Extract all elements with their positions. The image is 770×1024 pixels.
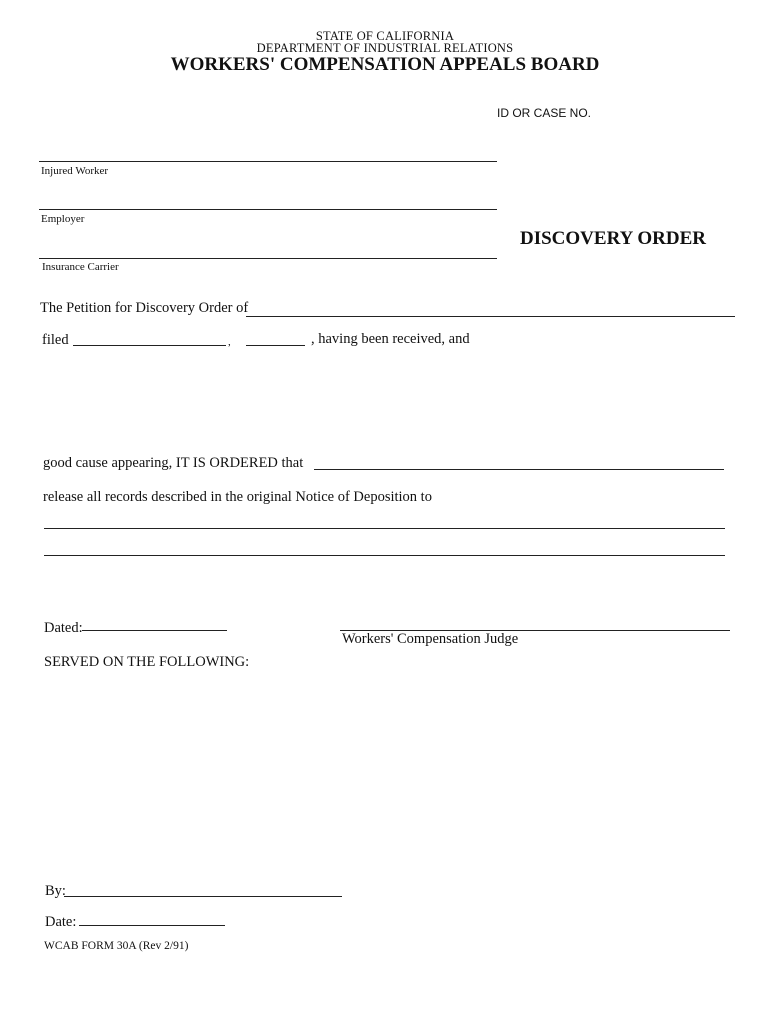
filed-year-line <box>246 345 305 346</box>
received-text: , having been received, and <box>311 331 470 347</box>
date-label: Date: <box>45 914 77 930</box>
insurance-carrier-line <box>39 258 497 259</box>
dated-label: Dated: <box>44 620 83 636</box>
release-field-1[interactable] <box>44 511 725 527</box>
petition-label: The Petition for Discovery Order of <box>40 300 249 316</box>
served-label: SERVED ON THE FOLLOWING: <box>44 654 250 670</box>
dated-field[interactable] <box>82 614 227 630</box>
by-field[interactable] <box>64 880 342 896</box>
by-line <box>64 896 342 897</box>
by-label: By: <box>45 883 66 899</box>
date-field[interactable] <box>79 909 225 925</box>
state-heading: STATE OF CALIFORNIA <box>315 29 455 43</box>
release-line-2 <box>44 555 725 556</box>
order-line <box>314 469 724 470</box>
employer-label: Employer <box>41 213 85 225</box>
filed-year-field[interactable] <box>246 329 305 345</box>
petition-field[interactable] <box>246 299 735 315</box>
form-title: DISCOVERY ORDER <box>520 228 707 249</box>
order-field[interactable] <box>314 452 724 468</box>
insurance-carrier-field[interactable] <box>39 241 497 257</box>
petition-line <box>246 316 735 317</box>
judge-label: Workers' Compensation Judge <box>342 631 519 647</box>
filed-comma: , <box>228 336 231 348</box>
department-heading: DEPARTMENT OF INDUSTRIAL RELATIONS <box>256 41 514 55</box>
injured-worker-label: Injured Worker <box>41 165 109 177</box>
date-line <box>79 925 225 926</box>
employer-field[interactable] <box>39 192 497 208</box>
release-line-1 <box>44 528 725 529</box>
injured-worker-field[interactable] <box>39 144 497 160</box>
release-text: release all records described in the original Notice of Deposition to <box>43 489 432 505</box>
injured-worker-line <box>39 161 497 162</box>
employer-line <box>39 209 497 210</box>
release-field-2[interactable] <box>44 538 725 554</box>
filed-field[interactable] <box>73 329 226 345</box>
insurance-carrier-label: Insurance Carrier <box>42 261 119 273</box>
good-cause-text: good cause appearing, IT IS ORDERED that <box>43 455 304 471</box>
form-number: WCAB FORM 30A (Rev 2/91) <box>44 940 189 952</box>
filed-line <box>73 345 226 346</box>
filed-label: filed <box>42 332 69 348</box>
case-id-label: ID OR CASE NO. <box>497 106 592 120</box>
dated-line <box>82 630 227 631</box>
board-heading: WORKERS' COMPENSATION APPEALS BOARD <box>170 54 600 75</box>
judge-signature-field[interactable] <box>340 614 730 630</box>
